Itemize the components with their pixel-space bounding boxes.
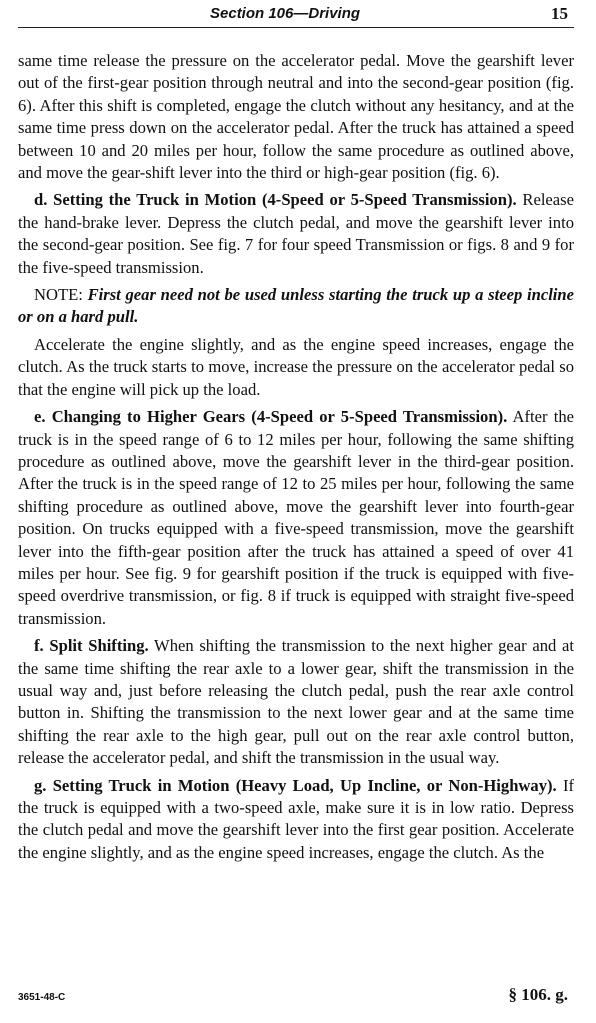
page-number: 15 [551,4,568,23]
section-e [18,406,574,630]
section-d-heading: d. Setting the Truck in Motion (4-Speed or 5-Speed Transmission). [34,190,517,210]
section-g-heading: g. Setting Truck in Motion (Heavy Load, Up Incline, or Non-Highway). [34,775,557,795]
section-d-text: Release the hand-brake lever. Depress the clutch pedal, and move the gearshift lever into the second-gear position. See fig. 7 for four speed Transmission or figs. 8 and 9 for the five-speed transmission. [18,190,574,277]
section-g [18,775,574,865]
section-e-text: After the truck is in the speed range of 6 to 12 miles per hour, following the same shifting procedure as outlined above, move the gearshift lever in the third-gear position. After the truck is in the speed range of 12 to 25 miles per hour, following the same shifting procedure as outlined above, move the gearshift lever into fourth-gear position. On trucks equipped with a five-speed transmission, move the gearshift lever into the fifth-gear position after the truck has attained a speed of over 41 miles per hour. See fig. 9 for gearshift position if the truck is equipped with five-speed overdrive transmission, or fig. 8 if truck is equipped with straight five-speed transmission. [18,407,575,628]
note [18,284,574,329]
section-e-heading: e. Changing to Higher Gears (4-Speed or 5-Speed Transmission). [34,407,508,427]
note-text: First gear need not be used unless starting the truck up a steep incline or on a hard pull. [18,285,575,327]
page-header [0,0,596,36]
section-f-heading: f. Split Shifting. [34,636,149,656]
footer-code: 3651-48-C [18,992,66,1003]
section-d [18,189,574,279]
running-head: Section 106—Driving [210,5,361,22]
note-label: NOTE: [34,285,88,305]
header-rule [18,27,574,28]
section-f [18,635,574,769]
section-g-text: If the truck is equipped with a two-speed axle, make sure it is in low ratio. Depress the clutch pedal and move the gearshift lever into the first gear position. Accelerate the engine slightly, and as the engine speed increases, engage the clutch. As the [18,775,575,862]
paragraph-continued: same time release the pressure on the accelerator pedal. Move the gearshift lever out of the first-gear position through neutral and into the second-gear position (fig. 6). After this shift is completed, engage the clutch without any hesitancy, and at the same time press down on the accelerator pedal. After the truck has attained a speed between 10 and 20 miles per hour, follow the same procedure as outlined above, and move the gear-shift lever into the third or high-gear position (fig. 6). [18,51,574,183]
page-body [18,50,574,869]
section-f-text: When shifting the transmission to the next higher gear and at the same time shifting the rear axle to a lower gear, shift the transmission in the usual way and, just before releasing the clutch pedal, push the rear axle control button in. Shifting the transmission to the next lower gear and at the same time shifting the rear axle to the high gear, pull out on the rear axle control button, release the accelerator pedal, and shift the transmission in the usual way. [18,636,574,768]
paragraph-accelerate: Accelerate the engine slightly, and as the engine speed increases, engage the clutch. As the truck starts to move, increase the pressure on the accelerator pedal so that the engine will pick up the load. [18,334,574,399]
footer-section-ref: § 106. g. [508,985,568,1004]
